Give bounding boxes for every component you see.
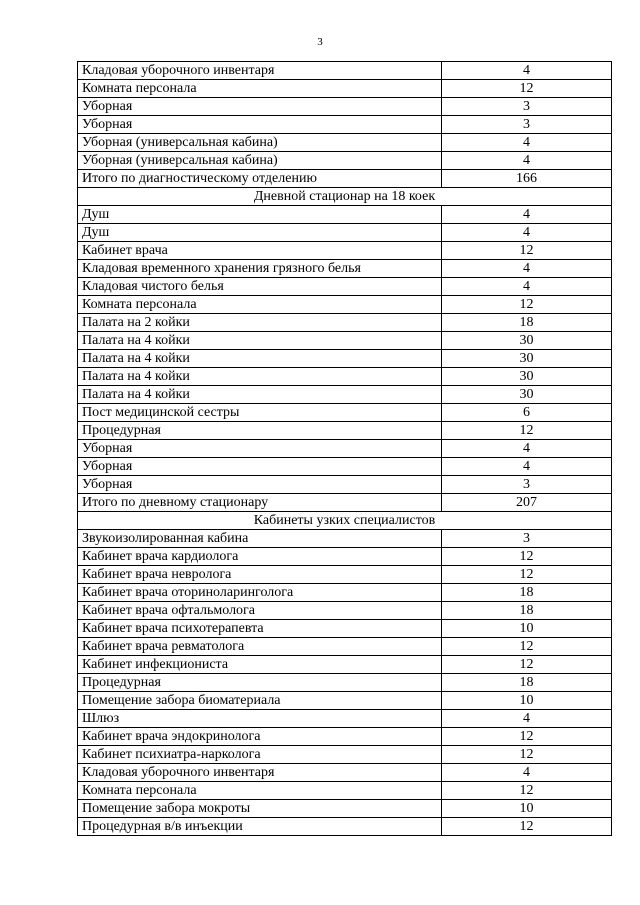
table-row: [78, 242, 612, 260]
room-area: 4: [442, 134, 612, 152]
room-area: 18: [442, 314, 612, 332]
section-title: Кабинеты узких специалистов: [78, 512, 612, 530]
room-name: Итого по диагностическому отделению: [78, 170, 442, 188]
table-row: [78, 98, 612, 116]
room-name: Кабинет врача офтальмолога: [78, 602, 442, 620]
room-name: Кабинет врача психотерапевта: [78, 620, 442, 638]
room-name: Кабинет врача: [78, 242, 442, 260]
room-area: 4: [442, 206, 612, 224]
room-name: Палата на 2 койки: [78, 314, 442, 332]
table-row: [78, 746, 612, 764]
table-row: [78, 386, 612, 404]
room-area: 12: [442, 638, 612, 656]
table-row: [78, 782, 612, 800]
room-name: Комната персонала: [78, 80, 442, 98]
room-area: 4: [442, 260, 612, 278]
table-row: [78, 440, 612, 458]
table-row: [78, 548, 612, 566]
room-name: Процедурная в/в инъекции: [78, 818, 442, 836]
table-row: [78, 332, 612, 350]
room-area: 30: [442, 386, 612, 404]
table-row: [78, 314, 612, 332]
room-area: 4: [442, 152, 612, 170]
room-name: Кладовая чистого белья: [78, 278, 442, 296]
room-name: Палата на 4 койки: [78, 368, 442, 386]
table-row: [78, 620, 612, 638]
room-area: 12: [442, 746, 612, 764]
room-name: Кабинет врача оториноларинголога: [78, 584, 442, 602]
room-area: 12: [442, 728, 612, 746]
room-name: Комната персонала: [78, 296, 442, 314]
room-area: 30: [442, 368, 612, 386]
table-row: [78, 530, 612, 548]
room-area: 10: [442, 692, 612, 710]
room-name: Кабинет врача эндокринолога: [78, 728, 442, 746]
room-area: 3: [442, 98, 612, 116]
room-area: 4: [442, 62, 612, 80]
room-area: 10: [442, 800, 612, 818]
room-name: Помещение забора мокроты: [78, 800, 442, 818]
table-row: [78, 422, 612, 440]
room-name: Душ: [78, 224, 442, 242]
table-row: [78, 80, 612, 98]
room-name: Процедурная: [78, 422, 442, 440]
room-name: Уборная: [78, 458, 442, 476]
room-area: 12: [442, 656, 612, 674]
section-header-row: [78, 188, 612, 206]
room-area: 12: [442, 782, 612, 800]
room-name: Душ: [78, 206, 442, 224]
room-name: Уборная (универсальная кабина): [78, 134, 442, 152]
room-name: Кабинет врача ревматолога: [78, 638, 442, 656]
room-area: 12: [442, 242, 612, 260]
room-area: 12: [442, 80, 612, 98]
rooms-table-body: [78, 62, 612, 836]
room-name: Звукоизолированная кабина: [78, 530, 442, 548]
table-row: [78, 710, 612, 728]
room-name: Кладовая уборочного инвентаря: [78, 62, 442, 80]
room-area: 12: [442, 566, 612, 584]
table-row: [78, 818, 612, 836]
room-name: Кабинет инфекциониста: [78, 656, 442, 674]
table-row: [78, 152, 612, 170]
room-area: 6: [442, 404, 612, 422]
room-name: Уборная: [78, 440, 442, 458]
room-area: 18: [442, 584, 612, 602]
room-area: 207: [442, 494, 612, 512]
room-area: 3: [442, 116, 612, 134]
room-name: Кладовая временного хранения грязного белья: [78, 260, 442, 278]
room-name: Кабинет врача невролога: [78, 566, 442, 584]
table-row: [78, 476, 612, 494]
room-area: 12: [442, 818, 612, 836]
room-area: 4: [442, 458, 612, 476]
room-name: Кабинет врача кардиолога: [78, 548, 442, 566]
table-row: [78, 728, 612, 746]
table-row: [78, 350, 612, 368]
table-row: [78, 674, 612, 692]
table-row: [78, 800, 612, 818]
table-row: [78, 224, 612, 242]
table-row: [78, 602, 612, 620]
table-row: [78, 692, 612, 710]
table-row: [78, 134, 612, 152]
room-name: Уборная: [78, 98, 442, 116]
page-number: 3: [317, 36, 323, 48]
room-area: 12: [442, 296, 612, 314]
table-row: [78, 566, 612, 584]
table-row: [78, 584, 612, 602]
room-name: Процедурная: [78, 674, 442, 692]
room-name: Кладовая уборочного инвентаря: [78, 764, 442, 782]
table-row: [78, 296, 612, 314]
room-name: Палата на 4 койки: [78, 386, 442, 404]
room-area: 166: [442, 170, 612, 188]
table-row: [78, 206, 612, 224]
table-row: [78, 404, 612, 422]
room-area: 30: [442, 350, 612, 368]
room-name: Кабинет психиатра-нарколога: [78, 746, 442, 764]
room-name: Уборная: [78, 476, 442, 494]
room-name: Шлюз: [78, 710, 442, 728]
room-area: 4: [442, 440, 612, 458]
rooms-table: [77, 61, 612, 836]
room-area: 18: [442, 602, 612, 620]
section-title: Дневной стационар на 18 коек: [78, 188, 612, 206]
room-area: 18: [442, 674, 612, 692]
room-name: Комната персонала: [78, 782, 442, 800]
room-name: Итого по дневному стационару: [78, 494, 442, 512]
room-area: 30: [442, 332, 612, 350]
room-name: Уборная (универсальная кабина): [78, 152, 442, 170]
table-row: [78, 494, 612, 512]
table-row: [78, 260, 612, 278]
room-name: Палата на 4 койки: [78, 332, 442, 350]
room-name: Помещение забора биоматериала: [78, 692, 442, 710]
room-area: 12: [442, 422, 612, 440]
room-area: 4: [442, 764, 612, 782]
table-row: [78, 638, 612, 656]
room-area: 12: [442, 548, 612, 566]
table-row: [78, 116, 612, 134]
room-area: 3: [442, 530, 612, 548]
section-header-row: [78, 512, 612, 530]
table-row: [78, 368, 612, 386]
table-row: [78, 458, 612, 476]
room-area: 10: [442, 620, 612, 638]
table-row: [78, 170, 612, 188]
room-name: Уборная: [78, 116, 442, 134]
room-area: 4: [442, 278, 612, 296]
table-row: [78, 764, 612, 782]
table-row: [78, 278, 612, 296]
room-name: Палата на 4 койки: [78, 350, 442, 368]
table-row: [78, 62, 612, 80]
table-row: [78, 656, 612, 674]
room-name: Пост медицинской сестры: [78, 404, 442, 422]
room-area: 3: [442, 476, 612, 494]
room-area: 4: [442, 710, 612, 728]
room-area: 4: [442, 224, 612, 242]
